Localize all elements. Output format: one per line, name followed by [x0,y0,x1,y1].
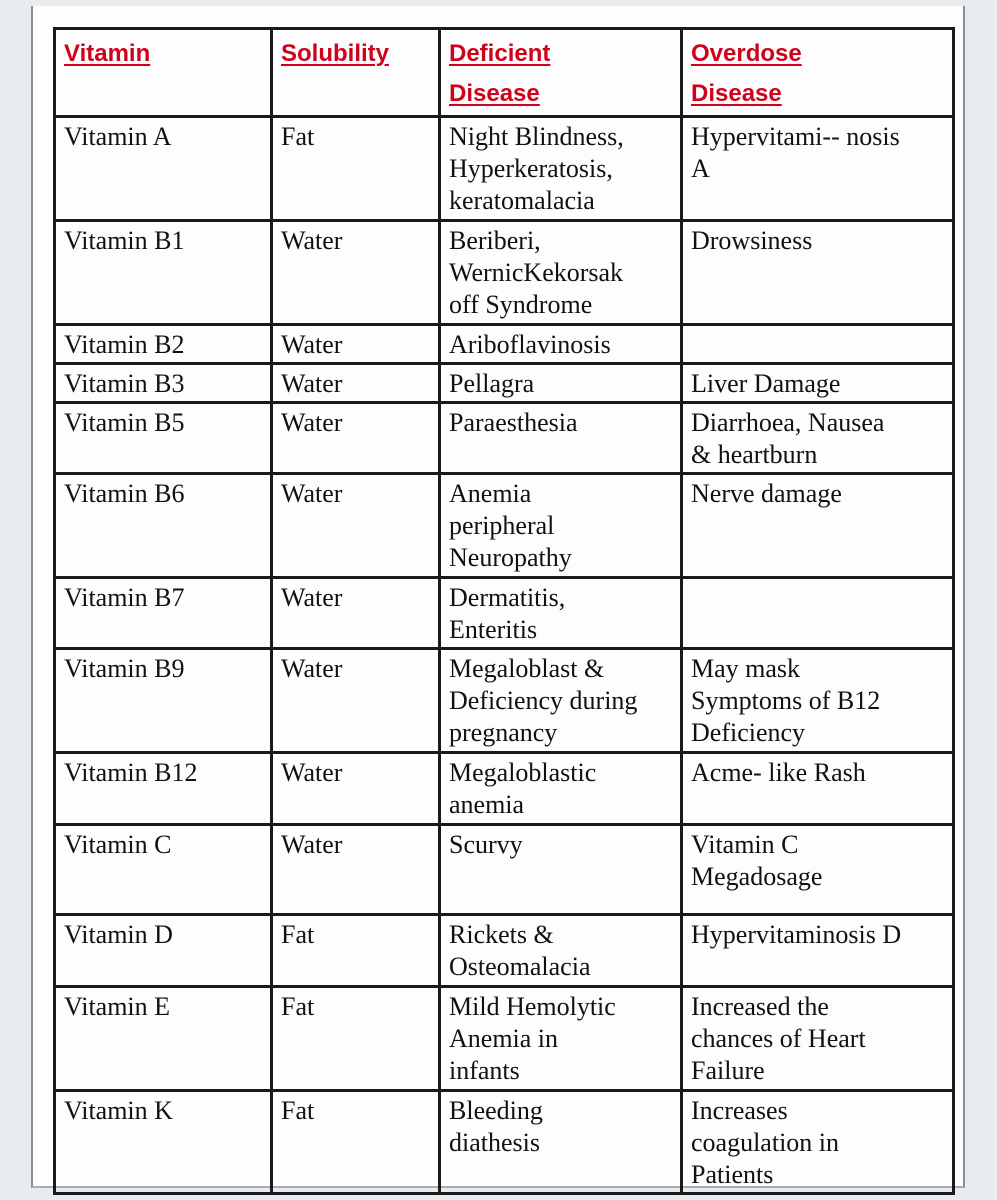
table-row [55,1091,954,1194]
overdose-disease-cell: Hypervitaminosis D [682,915,954,987]
deficient-disease-cell: Mild Hemolytic Anemia in infants [440,987,682,1091]
vitamin-cell: Vitamin B6 [55,474,272,578]
solubility-cell: Water [272,325,440,364]
overdose-disease-cell: Acme- like Rash [682,753,954,825]
vitamin-cell: Vitamin B5 [55,403,272,474]
overdose-disease-cell [682,325,954,364]
vitamin-cell: Vitamin B2 [55,325,272,364]
vitamin-cell: Vitamin B12 [55,753,272,825]
vitamin-cell: Vitamin A [55,117,272,221]
overdose-disease-cell: Hypervitami-- nosis A [682,117,954,221]
solubility-cell: Fat [272,987,440,1091]
solubility-cell: Water [272,649,440,753]
vitamin-cell: Vitamin B1 [55,221,272,325]
solubility-cell: Fat [272,1091,440,1194]
header-deficient-disease: Deficient Disease [440,29,682,117]
solubility-cell: Water [272,578,440,649]
overdose-disease-cell: May mask Symptoms of B12 Deficiency [682,649,954,753]
header-row [55,29,954,117]
deficient-disease-cell: Anemia peripheral Neuropathy [440,474,682,578]
solubility-cell: Fat [272,117,440,221]
overdose-disease-cell: Nerve damage [682,474,954,578]
solubility-cell: Water [272,364,440,403]
deficient-disease-cell: Ariboflavinosis [440,325,682,364]
vitamin-cell: Vitamin E [55,987,272,1091]
deficient-disease-cell: Paraesthesia [440,403,682,474]
deficient-disease-cell: Megaloblast & Deficiency during pregnancy [440,649,682,753]
overdose-disease-cell: Liver Damage [682,364,954,403]
solubility-cell: Fat [272,915,440,987]
table-row [55,325,954,364]
deficient-disease-cell: Beriberi, WernicKekorsak off Syndrome [440,221,682,325]
solubility-cell: Water [272,474,440,578]
overdose-disease-cell: Drowsiness [682,221,954,325]
header-overdose-disease: Overdose Disease [682,29,954,117]
header-vitamin: Vitamin [55,29,272,117]
overdose-disease-cell [682,578,954,649]
deficient-disease-cell: Dermatitis, Enteritis [440,578,682,649]
deficient-disease-cell: Night Blindness, Hyperkeratosis, keratomalacia [440,117,682,221]
table-row [55,987,954,1091]
solubility-cell: Water [272,403,440,474]
header-solubility: Solubility [272,29,440,117]
table-row [55,474,954,578]
solubility-cell: Water [272,753,440,825]
overdose-disease-cell: Increases coagulation in Patients [682,1091,954,1194]
vitamin-cell: Vitamin B7 [55,578,272,649]
deficient-disease-cell: Scurvy [440,825,682,915]
table-row [55,221,954,325]
table-row [55,753,954,825]
table-row [55,825,954,915]
table-row [55,649,954,753]
deficient-disease-cell: Megaloblastic anemia [440,753,682,825]
table-row [55,403,954,474]
vitamin-cell: Vitamin K [55,1091,272,1194]
table-row [55,117,954,221]
vitamin-cell: Vitamin B3 [55,364,272,403]
deficient-disease-cell: Pellagra [440,364,682,403]
table-row [55,578,954,649]
table-row [55,915,954,987]
solubility-cell: Water [272,825,440,915]
vitamin-cell: Vitamin B9 [55,649,272,753]
overdose-disease-cell: Increased the chances of Heart Failure [682,987,954,1091]
solubility-cell: Water [272,221,440,325]
vitamin-cell: Vitamin D [55,915,272,987]
vitamin-table [53,27,955,1195]
table-row [55,364,954,403]
deficient-disease-cell: Rickets & Osteomalacia [440,915,682,987]
overdose-disease-cell: Diarrhoea, Nausea & heartburn [682,403,954,474]
overdose-disease-cell: Vitamin C Megadosage [682,825,954,915]
vitamin-cell: Vitamin C [55,825,272,915]
deficient-disease-cell: Bleeding diathesis [440,1091,682,1194]
